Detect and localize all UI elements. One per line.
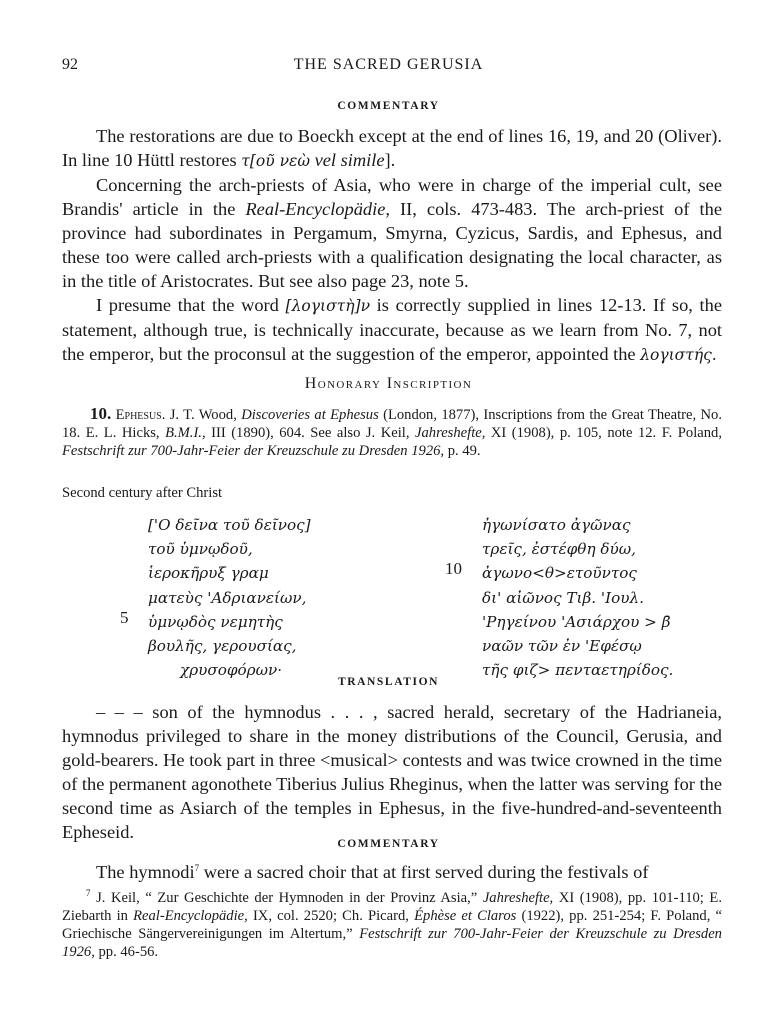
- line-number: 5: [120, 608, 129, 627]
- inscription-line: 'Ρηγείνου 'Ασιάρχου > β̄: [482, 612, 671, 631]
- inscription-line: δι' αἰῶνος Τιβ. 'Ιουλ.: [482, 588, 644, 607]
- inscription-line: ἱεροκῆρυξ γραμ: [148, 564, 269, 583]
- translation-paragraph: – – – son of the hymnodus . . . , sacred herald, secretary of the Hadrianeia, hymnodus privileged to share in the money distributions of the Council, Gerusia, and gold-bearers. He took part in three <musical> contests and was twice crowned in the time of the permanent agonothete Tiberius Julius Rheginus, when the latter was serving for the second time as Asiarch of the temples in Ephesus, in the five-hundred-and-seventeenth Epheseid.: [62, 702, 722, 842]
- inscription-line: χρυσοφόρων·: [180, 661, 283, 680]
- inscription-line: ναῶν τῶν ἐν 'Εφέσῳ: [482, 637, 642, 656]
- inscription-line: ἀγωνο<θ>ετοῦντος: [482, 564, 637, 583]
- inscription-line: βουλῆς, γερουσίας,: [148, 637, 297, 656]
- page-number: 92: [62, 56, 78, 73]
- inscription-right-column: [482, 513, 673, 682]
- commentary-heading: COMMENTARY: [337, 100, 440, 112]
- bibliography: 10. Ephesus. J. T. Wood, Discoveries at Ephesus (London, 1877), Inscriptions from the Great Theatre, No. 18. E. L. Hicks, B.M.I., III (1890), 604. See also J. Keil, Jahreshefte, XI (1908), p. 105, note 12. F. Poland, Festschrift zur 700-Jahr-Feier der Kreuzschule zu Dresden 1926, p. 49.: [62, 404, 722, 459]
- inscription-line: τρεῖς, ἐστέφθη δύω,: [482, 540, 636, 559]
- inscription-line: τῆς φιζ> πενταετηρίδος.: [482, 661, 674, 680]
- commentary-paragraph: The restorations are due to Boeckh except at the end of lines 16, 19, and 20 (Oliver). In line 10 Hüttl restores τ[οῦ νεὼ vel simile].: [62, 126, 722, 170]
- date-line: Second century after Christ: [62, 485, 223, 501]
- translation-heading: TRANSLATION: [337, 676, 440, 688]
- translation-body: [62, 700, 722, 844]
- commentary-paragraph: Concerning the arch-priests of Asia, who were in charge of the imperial cult, see Brandis' article in the Real-Encyclopädie, II, cols. 473-483. The arch-priest of the province had subordinates in Pergamum, Smyrna, Cyzicus, Sardis, and Ephesus, and these too were called arch-priests with a qualification designating the local character, as in the title of Aristocrates. But see also page 23, note 5.: [62, 175, 722, 291]
- section-heading: Honorary Inscription: [304, 375, 473, 392]
- commentary-body: [62, 860, 722, 884]
- inscription-line: τοῦ ὑμνῳδοῦ,: [148, 540, 253, 559]
- inscription-left-column: [148, 513, 311, 682]
- inscription-line: ὑμνῳδὸς νεμητὴς: [148, 612, 283, 631]
- commentary-paragraph: The hymnodi$^7$ were a sacred choir that at first served during the festivals of: [96, 862, 649, 882]
- footnote: $^7$ J. Keil, “ Zur Geschichte der Hymnoden in der Provinz Asia,” Jahreshefte, XI (1908), pp. 101-110; E. Ziebarth in Real-Encyclopädie, IX, col. 2520; Ch. Picard, Éphèse et Claros (1922), pp. 251-254; F. Poland, “ Griechische Sängervereinigungen im Altertum,” Festschrift zur 700-Jahr-Feier der Kreuzschule zu Dresden 1926, pp. 46-56.: [62, 888, 722, 960]
- running-title: THE SACRED GERUSIA: [293, 56, 484, 73]
- inscription-line: ['Ο δεῖνα τοῦ δεῖνος]: [148, 516, 311, 534]
- commentary-body: [62, 124, 722, 367]
- commentary-heading: COMMENTARY: [337, 838, 440, 850]
- inscription-line: ἠγωνίσατο ἀγῶνας: [482, 516, 631, 534]
- inscription-line: ματεὺς 'Αδριανείων,: [148, 588, 307, 607]
- line-number: 10: [445, 559, 462, 578]
- commentary-paragraph: I presume that the word [λογιστὴ]ν is correctly supplied in lines 12-13. If so, the statement, although true, is technically inaccurate, because as we learn from No. 7, not the emperor, but the proconsul at the suggestion of the emperor, appointed the λογιστής.: [62, 295, 722, 364]
